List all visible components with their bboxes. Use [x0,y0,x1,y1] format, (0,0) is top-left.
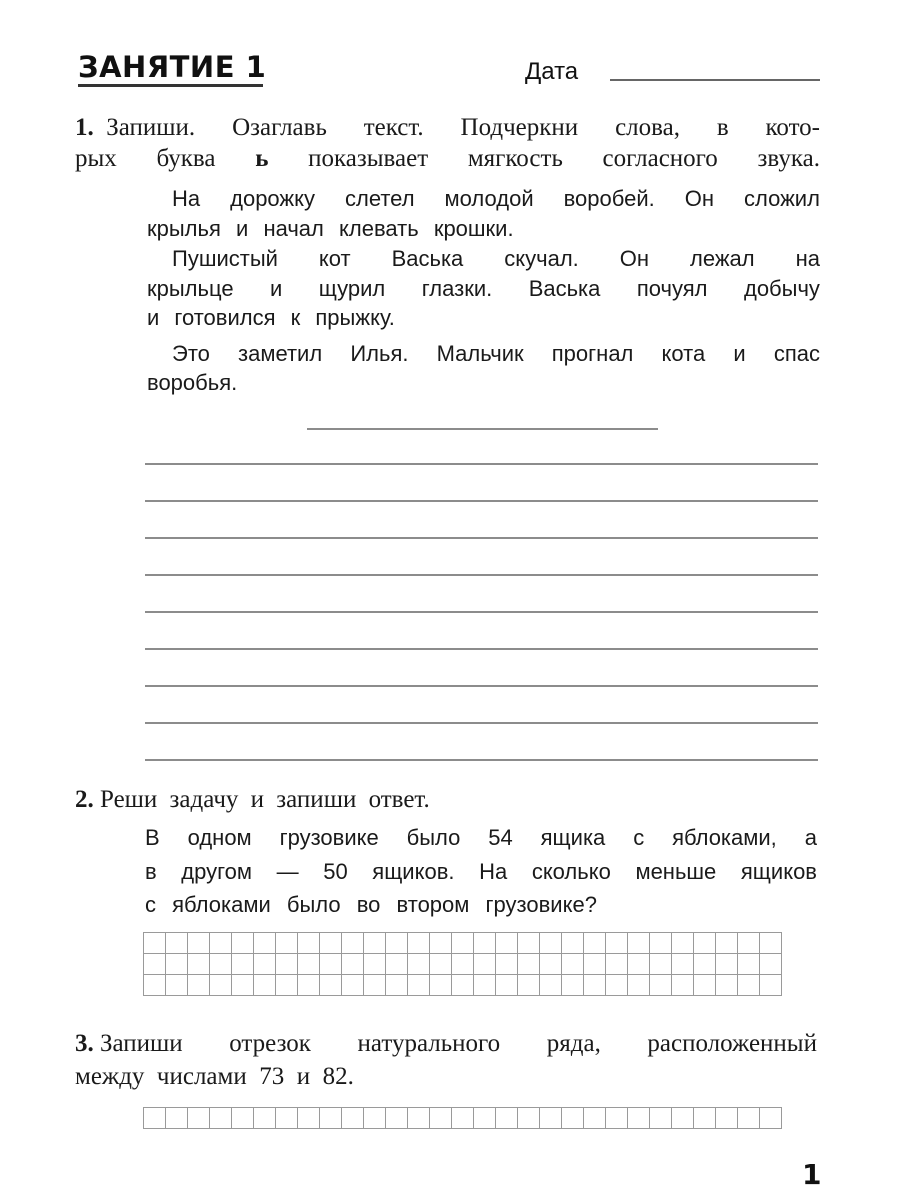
word: крылья [147,216,221,241]
word: сложил [744,186,820,211]
grid-cell[interactable] [628,933,650,954]
writing-line[interactable] [145,648,818,650]
grid-cell[interactable] [364,975,386,996]
word: лежал [690,246,755,271]
word: яблоками [172,892,271,917]
grid-cell[interactable] [738,1108,760,1129]
word: слетел [345,186,415,211]
word: добычу [743,276,820,301]
story-line [147,216,514,242]
word: другом [181,859,253,884]
grid-cell[interactable] [386,975,408,996]
grid-cell[interactable] [342,954,364,975]
grid-cell[interactable] [760,954,782,975]
grid-cell[interactable] [716,933,738,954]
word: одном [187,825,252,850]
word: ь [255,145,269,172]
grid-cell[interactable] [606,954,628,975]
grid-cell[interactable] [298,975,320,996]
grid-cell[interactable] [650,954,672,975]
word: и [147,305,160,330]
writing-line[interactable] [145,759,818,761]
grid-cell[interactable] [210,954,232,975]
grid-row [144,1108,782,1129]
grid-cell[interactable] [364,933,386,954]
grid-cell[interactable] [342,1108,364,1129]
grid-cell[interactable] [562,954,584,975]
grid-cell[interactable] [254,975,276,996]
grid-cell[interactable] [232,1108,254,1129]
grid-cell[interactable] [210,975,232,996]
word: ящика [540,825,606,850]
word: почуял [636,276,708,301]
task3-instruction-line2: между числами 73 и 82. [75,1063,354,1090]
word: меньше [635,859,717,884]
grid-cell[interactable] [320,1108,342,1129]
problem-line [145,825,817,851]
grid-cell[interactable] [144,975,166,996]
word: заметил [238,341,323,366]
story-line [147,276,820,302]
word: грузовике [279,825,379,850]
date-input-line[interactable] [610,79,820,81]
word: крыльце [147,276,234,301]
word: втором [396,892,470,917]
writing-line[interactable] [145,611,818,613]
grid-row [144,933,782,954]
word: Васька [528,276,601,301]
grid-cell[interactable] [760,1108,782,1129]
task1-instruction-line2 [75,145,820,173]
page-number: 1 [802,1158,822,1191]
word: воробья. [147,370,238,395]
grid-cell[interactable] [188,954,210,975]
grid-cell[interactable] [518,1108,540,1129]
grid-cell[interactable] [474,954,496,975]
word: звука. [757,145,820,172]
grid-cell[interactable] [210,1108,232,1129]
story-line [172,186,820,212]
grid-cell[interactable] [254,1108,276,1129]
word: На [479,859,508,884]
writing-line[interactable] [145,574,818,576]
grid-cell[interactable] [320,975,342,996]
task2-number: 2. [75,786,94,813]
word: глазки. [421,276,493,301]
problem-line [145,892,597,918]
grid-cell[interactable] [166,1108,188,1129]
grid-cell[interactable] [386,954,408,975]
task3-number [75,1030,183,1058]
word: грузовике? [485,892,597,917]
grid-cell[interactable] [628,975,650,996]
task2-heading [75,786,430,814]
grid-cell[interactable] [518,975,540,996]
word: дорожку [230,186,316,211]
grid-cell[interactable] [276,933,298,954]
word: щурил [318,276,386,301]
writing-line[interactable] [145,463,818,465]
word: ящиков [740,859,817,884]
grid-row [144,975,782,996]
story-line [172,341,820,367]
grid-cell[interactable] [474,975,496,996]
grid-cell[interactable] [628,954,650,975]
word: Он [619,246,650,271]
grid-cell[interactable] [628,1108,650,1129]
word: спас [773,341,820,366]
grid-cell[interactable] [166,933,188,954]
word: кото- [765,114,820,141]
word: к [290,305,301,330]
task3-answer-grid[interactable] [143,1107,782,1129]
writing-line[interactable] [145,537,818,539]
story-line [147,370,237,396]
grid-cell[interactable] [188,933,210,954]
word: Он [684,186,715,211]
word: 50 [323,859,348,884]
grid-cell[interactable] [584,954,606,975]
grid-cell[interactable] [232,954,254,975]
word: Васька [391,246,464,271]
word: а [804,825,817,850]
word: Это [172,341,210,366]
grid-cell[interactable] [144,1108,166,1129]
word: было [406,825,461,850]
grid-cell[interactable] [738,975,760,996]
word: с [145,892,156,917]
word: расположенный [647,1030,817,1057]
grid-cell[interactable] [452,954,474,975]
date-label: Дата [525,58,579,85]
grid-cell[interactable] [166,975,188,996]
word: крошки. [433,216,514,241]
grid-cell[interactable] [694,1108,716,1129]
grid-cell[interactable] [430,954,452,975]
grid-cell[interactable] [408,1108,430,1129]
grid-cell[interactable] [738,954,760,975]
word: слова, [615,114,680,141]
word: и [270,276,283,301]
grid-cell[interactable] [474,933,496,954]
grid-cell[interactable] [496,954,518,975]
grid-cell[interactable] [452,975,474,996]
grid-cell[interactable] [210,933,232,954]
writing-line[interactable] [145,500,818,502]
word: показывает [308,145,429,172]
word: яблоками, [672,825,777,850]
grid-cell[interactable] [408,954,430,975]
grid-cell[interactable] [254,933,276,954]
grid-cell[interactable] [518,933,540,954]
grid-cell[interactable] [716,954,738,975]
grid-cell[interactable] [144,954,166,975]
grid-cell[interactable] [650,933,672,954]
grid-cell[interactable] [672,1108,694,1129]
word: Озаглавь [232,114,327,141]
lesson-title: ЗАНЯТИЕ 1 [78,50,267,84]
word: — [276,859,299,884]
grid-cell[interactable] [562,975,584,996]
grid-row [144,954,782,975]
task1-title-line[interactable] [307,428,658,430]
word: буква [156,145,216,172]
grid-cell[interactable] [694,933,716,954]
grid-cell[interactable] [606,975,628,996]
grid-cell[interactable] [276,1108,298,1129]
word: прыжку. [315,305,395,330]
grid-cell[interactable] [276,975,298,996]
writing-line[interactable] [145,685,818,687]
grid-cell[interactable] [540,933,562,954]
word: Пушистый [172,246,278,271]
word: воробей. [563,186,655,211]
grid-cell[interactable] [738,933,760,954]
word: ящиков. [372,859,455,884]
task2-answer-grid[interactable] [143,932,782,996]
word: было [286,892,341,917]
grid-cell[interactable] [650,1108,672,1129]
grid-cell[interactable] [188,1108,210,1129]
grid-cell[interactable] [584,933,606,954]
grid-cell[interactable] [760,933,782,954]
grid-cell[interactable] [606,1108,628,1129]
grid-cell[interactable] [606,933,628,954]
grid-cell[interactable] [562,1108,584,1129]
grid-cell[interactable] [716,1108,738,1129]
grid-cell[interactable] [298,1108,320,1129]
word: натурального [357,1030,501,1057]
writing-line[interactable] [145,722,818,724]
grid-cell[interactable] [562,933,584,954]
grid-cell[interactable] [254,954,276,975]
grid-cell[interactable] [672,975,694,996]
grid-cell[interactable] [232,975,254,996]
task3-number-label: 3. [75,1030,94,1057]
grid-cell[interactable] [364,954,386,975]
word: кота [661,341,706,366]
word: прогнал [551,341,634,366]
word: кот [318,246,351,271]
grid-cell[interactable] [166,954,188,975]
grid-cell[interactable] [188,975,210,996]
word: сколько [531,859,611,884]
word: отрезок [229,1030,311,1057]
grid-cell[interactable] [496,1108,518,1129]
word: с [633,825,645,850]
grid-cell[interactable] [474,1108,496,1129]
word: Подчеркни [460,114,579,141]
grid-cell[interactable] [298,933,320,954]
grid-cell[interactable] [232,933,254,954]
grid-cell[interactable] [364,1108,386,1129]
word: в [716,114,729,141]
grid-cell[interactable] [408,933,430,954]
grid-cell[interactable] [144,933,166,954]
word: Запиши [93,1030,183,1057]
grid-cell[interactable] [452,1108,474,1129]
grid-cell[interactable] [540,975,562,996]
story-line [147,305,395,331]
word: Запиши. [93,114,196,141]
word: рых [75,145,117,172]
grid-cell[interactable] [716,975,738,996]
grid-cell[interactable] [672,954,694,975]
grid-cell[interactable] [694,975,716,996]
word: скучал. [504,246,579,271]
grid-cell[interactable] [496,975,518,996]
word: и [236,216,249,241]
grid-cell[interactable] [518,954,540,975]
lesson-title-underline [78,84,263,87]
grid-cell[interactable] [342,933,364,954]
task2-instruction: Реши задачу и запиши ответ. [100,786,430,813]
word: мягкость [467,145,563,172]
word: В [145,825,160,850]
grid-cell[interactable] [386,1108,408,1129]
word: согласного [602,145,718,172]
grid-cell[interactable] [496,933,518,954]
grid-cell[interactable] [408,975,430,996]
word: в [145,859,157,884]
grid-cell[interactable] [584,1108,606,1129]
word: Мальчик [436,341,524,366]
word: ряда, [546,1030,601,1057]
grid-cell[interactable] [320,954,342,975]
grid-cell[interactable] [386,933,408,954]
word: Илья. [350,341,409,366]
task3-instruction-line1 [75,1030,817,1058]
grid-cell[interactable] [342,975,364,996]
word: молодой [444,186,534,211]
grid-cell[interactable] [650,975,672,996]
word: готовился [174,305,276,330]
word: клевать [339,216,419,241]
story-line [172,246,820,272]
grid-cell[interactable] [672,933,694,954]
grid-cell[interactable] [540,1108,562,1129]
grid-cell[interactable] [540,954,562,975]
grid-cell[interactable] [452,933,474,954]
grid-cell[interactable] [298,954,320,975]
word: начал [263,216,324,241]
word: во [356,892,381,917]
word: и [733,341,746,366]
grid-cell[interactable] [430,975,452,996]
grid-cell[interactable] [584,975,606,996]
grid-cell[interactable] [276,954,298,975]
grid-cell[interactable] [694,954,716,975]
word: на [795,246,820,271]
grid-cell[interactable] [760,975,782,996]
grid-cell[interactable] [320,933,342,954]
word: 54 [488,825,513,850]
word: текст. [363,114,424,141]
grid-cell[interactable] [430,933,452,954]
task1-number: 1. [75,114,94,141]
word: На [172,186,201,211]
task1-instruction-line1 [75,114,820,142]
grid-cell[interactable] [430,1108,452,1129]
problem-line [145,859,817,885]
